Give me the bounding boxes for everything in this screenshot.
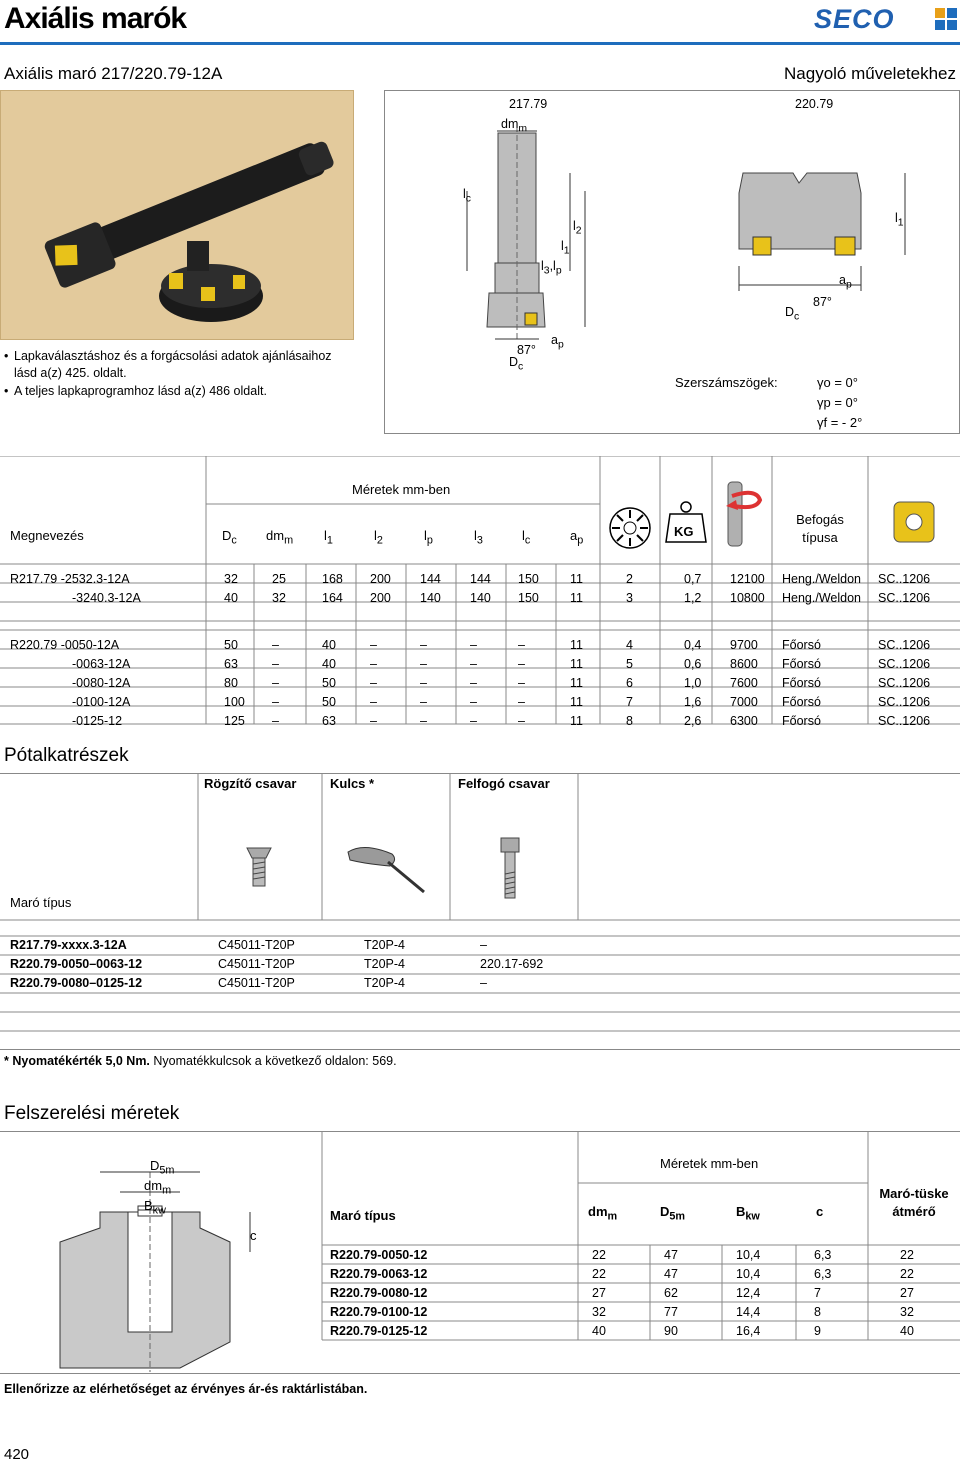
mounting-col-c: c [816,1204,824,1219]
main-cell: 25 [272,572,286,586]
main-cell: – [272,676,279,690]
draw-dmm-sub: m [162,1184,172,1197]
square-insert-icon [892,500,936,547]
main-cell: 140 [470,591,491,605]
main-cell: 2 [626,572,633,586]
spare-cell: T20P-4 [364,938,405,952]
main-cell: – [420,714,427,728]
main-cell: 11 [570,714,583,728]
spare-cell: – [480,976,487,990]
dim-l3lp: l [541,259,544,273]
main-data-table [0,456,960,726]
main-cell: R220.79 -0050-12A [10,638,120,652]
main-cell: 11 [570,695,583,709]
main-cell: 2,6 [684,714,702,728]
main-cell: – [370,676,377,690]
main-cell: Főorsó [782,695,821,709]
draw-d5m: D [150,1158,160,1173]
mounting-cell: 10,4 [736,1267,761,1281]
mounting-col-dmm-sub: m [607,1210,618,1223]
product-photo [0,90,354,340]
main-cell: – [272,638,279,652]
main-cell: – [518,657,525,671]
mounting-cell: R220.79-0100-12 [330,1305,428,1319]
draw-d5m-sub: 5m [159,1164,175,1177]
mounting-cell: 90 [664,1324,678,1338]
dim-lc: l [463,187,466,201]
main-cell: 40 [322,638,336,652]
main-cell: 200 [370,572,391,586]
mounting-cell: 32 [592,1305,606,1319]
main-cell: – [420,657,427,671]
spare-parts-title: Pótalkatrészek [4,745,129,766]
dim-dmm-sub: m [518,123,528,135]
main-cell: – [370,638,377,652]
main-cell: 50 [322,676,336,690]
mounting-cell: 27 [592,1286,606,1300]
mounting-cell: 6,3 [814,1267,832,1281]
mounting-cell: 9 [814,1324,821,1338]
mounting-cell: 14,4 [736,1305,761,1319]
main-cell: 12100 [730,572,765,586]
mounting-cell: 22 [592,1267,606,1281]
product-subtitle: Axiális maró 217/220.79-12A [4,64,223,83]
mounting-dimensions-title: Felszerelési méretek [4,1103,180,1124]
dim-ap-face: a [839,273,846,287]
main-cell: 32 [224,572,238,586]
label-220: 220.79 [795,97,834,111]
main-cell: 8 [626,714,633,728]
seco-logo: SECO [814,4,895,34]
main-cell: R217.79 -2532.3-12A [10,572,130,586]
col-header-l2: l [374,528,377,543]
main-cell: 11 [570,676,583,690]
note-insert-program: • A teljes lapkaprogramhoz lásd a(z) 486 oldalt. [4,384,267,398]
main-cell: 0,4 [684,638,702,652]
operation-subtitle: Nagyoló műveletekhez [784,64,956,83]
angle-87: 87° [517,343,536,357]
mounting-cell: 10,4 [736,1248,761,1262]
main-cell: Heng./Weldon [782,591,861,605]
main-cell: 0,7 [684,572,702,586]
spare-cell: C45011-T20P [218,976,295,990]
dimension-drawing [384,90,960,434]
mounting-cell: 12,4 [736,1286,761,1300]
spare-parts-table [0,773,960,1050]
col-header-arbor-screw: Felfogó csavar [458,776,550,791]
main-cell: – [272,657,279,671]
main-cell: 140 [420,591,441,605]
mounting-cell: R220.79-0050-12 [330,1248,428,1262]
main-cell: – [370,657,377,671]
mounting-cell: 47 [664,1267,678,1281]
main-cell: 125 [224,714,245,728]
main-cell: 10800 [730,591,765,605]
angle-87-face: 87° [813,295,832,309]
mounting-col-d5m-sub: 5m [669,1210,686,1223]
main-cell: – [420,695,427,709]
main-cell: 63 [322,714,336,728]
mounting-table [0,1131,960,1374]
dim-l2-sub: 2 [575,225,582,237]
note-text: A teljes lapkaprogramhoz lásd a(z) 486 oldalt. [14,384,267,398]
main-cell: – [420,638,427,652]
main-cell: – [470,657,477,671]
spare-cell: T20P-4 [364,957,405,971]
mounting-cell: 40 [592,1324,606,1338]
main-cell: 200 [370,591,391,605]
mounting-col-type: Maró típus [330,1208,396,1223]
main-cell: Főorsó [782,714,821,728]
main-cell: SC..1206 [878,638,931,652]
arbor-screw-icon [498,836,522,903]
draw-c: c [250,1228,257,1243]
main-cell: 1,0 [684,676,702,690]
mounting-cell: 32 [900,1305,914,1319]
spare-cell: R217.79-xxxx.3-12A [10,938,127,952]
torx-key-icon [344,842,430,899]
col-header-clamp-screw: Rögzítő csavar [204,776,297,791]
mounting-cell: 22 [900,1248,914,1262]
dim-l3lp-sub: 3 [543,265,550,277]
main-cell: 144 [420,572,441,586]
main-cell: -0063-12A [72,657,131,671]
mounting-cell: 7 [814,1286,821,1300]
tool-angles-label: Szerszámszögek: [675,375,778,390]
dim-l3lp-sub2: p [555,265,562,277]
main-cell: – [420,676,427,690]
main-cell: 40 [322,657,336,671]
dim-l1-face-sub: 1 [897,217,904,229]
clamp-screw-icon [244,844,274,893]
main-cell: – [370,714,377,728]
main-cell: 164 [322,591,343,605]
col-header-dmm: dm [266,528,285,543]
mounting-cell: 6,3 [814,1248,832,1262]
header-rule [0,42,960,45]
mounting-cell: R220.79-0080-12 [330,1286,428,1300]
main-cell: Heng./Weldon [782,572,861,586]
spare-cell: C45011-T20P [218,938,295,952]
main-cell: – [272,714,279,728]
col-header-dc: D [222,528,232,543]
dim-lc-sub: c [465,193,471,205]
mounting-cell: 27 [900,1286,914,1300]
main-cell: – [470,676,477,690]
main-cell: 11 [570,572,583,586]
main-cell: 168 [322,572,343,586]
spare-cell: R220.79-0080–0125-12 [10,976,143,990]
main-cell: 0,6 [684,657,702,671]
dim-l1-sub: 1 [563,245,570,257]
spare-cell: C45011-T20P [218,957,295,971]
main-cell: 150 [518,572,539,586]
main-cell: 6 [626,676,633,690]
dim-dmm: dm [501,117,519,131]
note-text: Lapkaválasztáshoz és a forgácsolási adatok ajánlásaihoz lásd a(z) 425. oldalt. [14,349,332,380]
dim-l1-face: l [895,211,898,225]
gamma-f: γf = - 2° [817,415,863,430]
dim-ap-face-sub: p [845,279,852,291]
main-cell: – [518,638,525,652]
torque-footnote-bold: * Nyomatékérték 5,0 Nm. [4,1054,150,1068]
main-cell: SC..1206 [878,572,931,586]
dim-ap: a [551,333,558,347]
insert-count-icon [608,506,652,553]
draw-dmm: dm [144,1178,163,1193]
mounting-col-arbor-2: átmérő [892,1204,936,1219]
main-cell: 150 [518,591,539,605]
col-header-l1-sub: 1 [326,534,333,547]
page-title: Axiális marók [4,2,187,35]
spare-cell: T20P-4 [364,976,405,990]
main-cell: -3240.3-12A [72,591,141,605]
main-cell: – [470,714,477,728]
col-header-l2-sub: 2 [376,534,383,547]
mounting-col-d5m: D [660,1204,670,1219]
mounting-cell: 22 [900,1267,914,1281]
main-cell: 32 [272,591,286,605]
col-header-lp: l [424,528,427,543]
main-cell: – [370,695,377,709]
mount-header-2: típusa [802,530,838,545]
mounting-col-bkw: B [736,1204,746,1219]
main-cell: 5 [626,657,633,671]
draw-bkw: B [144,1198,153,1213]
mounting-cell: 22 [592,1248,606,1262]
main-cell: -0100-12A [72,695,131,709]
col-header-ap-sub: p [577,534,584,547]
main-cell: 100 [224,695,245,709]
main-cell: 7600 [730,676,758,690]
main-cell: 50 [322,695,336,709]
main-cell: 8600 [730,657,758,671]
page-number: 420 [4,1446,30,1463]
main-cell: 1,2 [684,591,702,605]
main-cell: 11 [570,591,583,605]
gamma-p: γp = 0° [817,395,858,410]
label-217: 217.79 [509,97,548,111]
main-cell: 63 [224,657,238,671]
main-cell: – [518,695,525,709]
main-cell: SC..1206 [878,591,931,605]
main-cell: 11 [570,657,583,671]
main-cell: – [470,638,477,652]
mounting-cell: R220.79-0125-12 [330,1324,428,1338]
mounting-col-arbor-1: Maró-tüske [879,1186,949,1201]
col-header-dmm-sub: m [284,534,294,547]
mounting-cell: 47 [664,1248,678,1262]
main-cell: – [518,676,525,690]
mounting-group-header: Méretek mm-ben [660,1156,759,1171]
col-header-lc: l [522,528,525,543]
main-cell: SC..1206 [878,714,931,728]
main-cell: 7 [626,695,633,709]
torque-footnote-rest: Nyomatékkulcsok a következő oldalon: 569. [149,1054,397,1068]
mount-header-1: Befogás [796,512,844,527]
spare-cell: 220.17-692 [480,957,544,971]
col-header-ap: a [570,528,578,543]
dim-l2: l [573,219,576,233]
main-cell: – [518,714,525,728]
main-cell: SC..1206 [878,657,931,671]
dim-dc-face-sub: c [794,311,800,323]
mounting-cell: 40 [900,1324,914,1338]
gamma-o: γo = 0° [817,375,858,390]
dim-l1: l [561,239,564,253]
availability-note: Ellenőrizze az elérhetőséget az érvényes ár-és raktárlistában. [4,1382,368,1396]
main-cell: 7000 [730,695,758,709]
main-cell: SC..1206 [878,676,931,690]
main-cell: 9700 [730,638,758,652]
spare-cell: – [480,938,487,952]
main-cell: 80 [224,676,238,690]
col-header-lc-sub: c [524,534,531,547]
main-cell: Főorsó [782,676,821,690]
main-cell: Főorsó [782,657,821,671]
col-header-l1: l [324,528,327,543]
main-cell: 3 [626,591,633,605]
main-cell: -0125-12 [72,714,123,728]
dim-dc-sub: c [518,361,524,373]
max-rpm-icon [722,478,764,553]
col-header-l3: l [474,528,477,543]
draw-bkw-sub: kw [152,1204,166,1217]
dim-dc: D [509,355,519,369]
mounting-cell: 62 [664,1286,678,1300]
col-header-l3-sub: 3 [476,534,483,547]
main-cell: – [470,695,477,709]
main-cell: 4 [626,638,633,652]
main-cell: -0080-12A [72,676,131,690]
dimensions-group-header: Méretek mm-ben [352,482,451,497]
logo-squares-icon [935,8,957,30]
mounting-col-bkw-sub: kw [745,1210,760,1223]
mounting-cell: 16,4 [736,1324,761,1338]
mounting-col-dmm: dm [588,1204,608,1219]
col-header-dc-sub: c [231,534,237,547]
main-cell: 40 [224,591,238,605]
dim-l3lp-rest: ,l [549,259,556,273]
main-cell: 50 [224,638,238,652]
main-cell: Főorsó [782,638,821,652]
main-cell: 1,6 [684,695,702,709]
mounting-cell: 8 [814,1305,821,1319]
torque-footnote [4,1054,397,1068]
kg-label: KG [674,524,694,539]
main-cell: SC..1206 [878,695,931,709]
main-cell: – [272,695,279,709]
main-cell: 144 [470,572,491,586]
note-insert-selection: • Lapkaválasztáshoz és a forgácsolási adatok ajánlásaihoz lásd a(z) 425. oldalt. [4,348,364,382]
mounting-cell: R220.79-0063-12 [330,1267,428,1281]
row-header-cutter-type: Maró típus [10,895,72,910]
mounting-cell: 77 [664,1305,678,1319]
dim-dc-face: D [785,305,795,319]
dim-ap-sub: p [557,339,564,351]
main-cell: 11 [570,638,583,652]
main-cell: 6300 [730,714,758,728]
col-header-lp-sub: p [426,534,433,547]
spare-cell: R220.79-0050–0063-12 [10,957,143,971]
col-header-name: Megnevezés [10,528,84,543]
col-header-key: Kulcs * [330,776,375,791]
